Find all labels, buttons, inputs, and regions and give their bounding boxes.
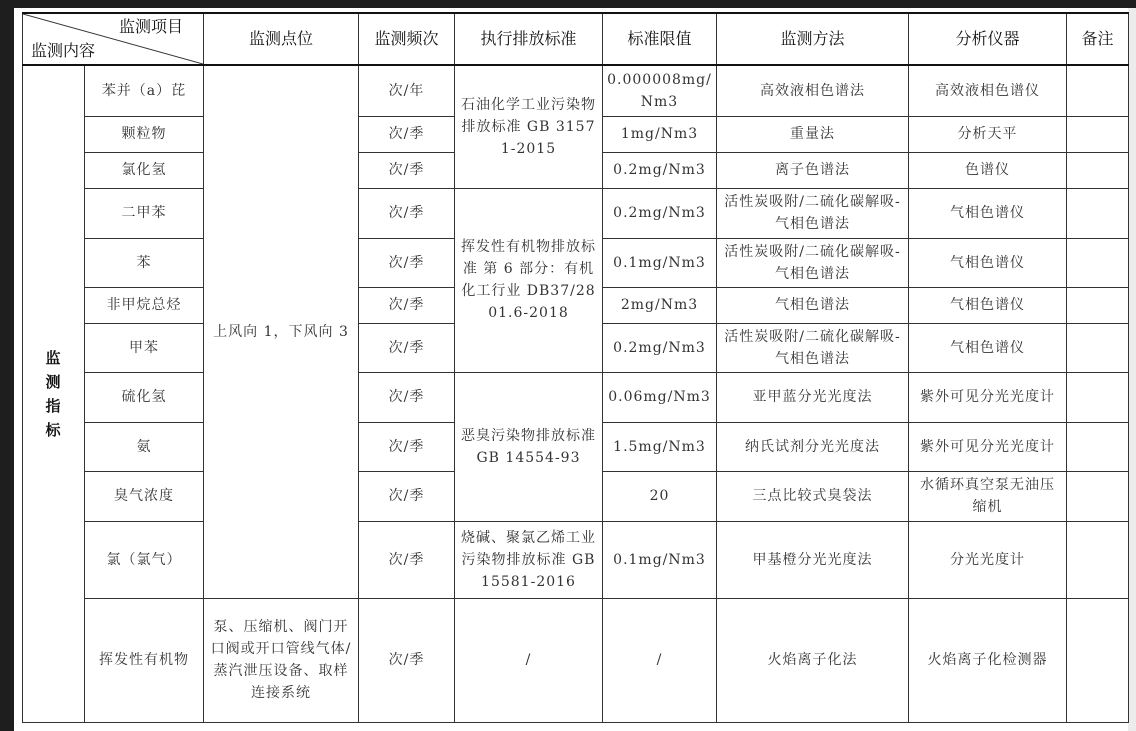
location-cell: 上风向 1，下风向 3 — [204, 65, 359, 598]
category-cell — [23, 65, 85, 722]
corner-bottom-label: 监测内容 — [31, 41, 96, 60]
instrument-cell: 紫外可见分光光度计 — [909, 372, 1067, 422]
table-row — [23, 598, 1129, 722]
col-note: 备注 — [1067, 13, 1129, 65]
frequency-cell: 次/季 — [359, 422, 455, 471]
item-cell: 臭气浓度 — [85, 471, 204, 521]
method-cell: 活性炭吸附/二硫化碳解吸-气相色谱法 — [717, 188, 909, 238]
frequency-cell: 次/季 — [359, 287, 455, 323]
instrument-cell: 高效液相色谱仪 — [909, 65, 1067, 116]
table-row — [23, 188, 1129, 238]
frequency-cell: 次/季 — [359, 471, 455, 521]
frequency-cell: 次/季 — [359, 372, 455, 422]
frequency-cell: 次/季 — [359, 323, 455, 372]
frequency-cell: 次/季 — [359, 521, 455, 598]
instrument-cell: 紫外可见分光光度计 — [909, 422, 1067, 471]
item-cell: 甲苯 — [85, 323, 204, 372]
limit-cell: 0.000008mg/Nm3 — [603, 65, 717, 116]
table-row — [23, 65, 1129, 116]
method-cell: 高效液相色谱法 — [717, 65, 909, 116]
standard-cell: 挥发性有机物排放标准 第 6 部分：有机化工行业 DB37/2801.6-2018 — [455, 188, 603, 372]
item-cell: 氯（氯气） — [85, 521, 204, 598]
method-cell: 甲基橙分光光度法 — [717, 521, 909, 598]
col-location: 监测点位 — [204, 13, 359, 65]
method-cell: 重量法 — [717, 116, 909, 152]
instrument-cell: 火焰离子化检测器 — [909, 598, 1067, 722]
note-cell — [1067, 521, 1129, 598]
category-label: 监测指标 — [45, 348, 62, 439]
col-method: 监测方法 — [717, 13, 909, 65]
method-cell: 火焰离子化法 — [717, 598, 909, 722]
item-cell: 苯并（a）芘 — [85, 65, 204, 116]
note-cell — [1067, 323, 1129, 372]
instrument-cell: 水循环真空泵无油压缩机 — [909, 471, 1067, 521]
item-cell: 颗粒物 — [85, 116, 204, 152]
page-margin — [1128, 8, 1136, 731]
note-cell — [1067, 372, 1129, 422]
instrument-cell: 气相色谱仪 — [909, 323, 1067, 372]
note-cell — [1067, 422, 1129, 471]
note-cell — [1067, 116, 1129, 152]
instrument-cell: 气相色谱仪 — [909, 238, 1067, 287]
item-cell: 氨 — [85, 422, 204, 471]
standard-cell: 石油化学工业污染物排放标准 GB 31571-2015 — [455, 65, 603, 188]
item-cell: 氯化氢 — [85, 152, 204, 188]
note-cell — [1067, 598, 1129, 722]
limit-cell: 0.06mg/Nm3 — [603, 372, 717, 422]
corner-header — [23, 13, 204, 65]
limit-cell: 0.1mg/Nm3 — [603, 238, 717, 287]
col-standard: 执行排放标准 — [455, 13, 603, 65]
standard-cell: 烧碱、聚氯乙烯工业污染物排放标准 GB15581-2016 — [455, 521, 603, 598]
location-cell: 泵、压缩机、阀门开口阀或开口管线气体/蒸汽泄压设备、取样连接系统 — [204, 598, 359, 722]
standard-cell: / — [455, 598, 603, 722]
method-cell: 活性炭吸附/二硫化碳解吸-气相色谱法 — [717, 238, 909, 287]
note-cell — [1067, 152, 1129, 188]
instrument-cell: 气相色谱仪 — [909, 188, 1067, 238]
method-cell: 离子色谱法 — [717, 152, 909, 188]
limit-cell: 1.5mg/Nm3 — [603, 422, 717, 471]
frequency-cell: 次/年 — [359, 65, 455, 116]
limit-cell: 0.2mg/Nm3 — [603, 152, 717, 188]
method-cell: 亚甲蓝分光光度法 — [717, 372, 909, 422]
frequency-cell: 次/季 — [359, 238, 455, 287]
limit-cell: 0.1mg/Nm3 — [603, 521, 717, 598]
item-cell: 硫化氢 — [85, 372, 204, 422]
item-cell: 二甲苯 — [85, 188, 204, 238]
instrument-cell: 分析天平 — [909, 116, 1067, 152]
corner-top-label: 监测项目 — [118, 17, 183, 36]
frequency-cell: 次/季 — [359, 598, 455, 722]
limit-cell: 0.2mg/Nm3 — [603, 188, 717, 238]
note-cell — [1067, 238, 1129, 287]
table-row — [23, 372, 1129, 422]
limit-cell: 1mg/Nm3 — [603, 116, 717, 152]
header-row — [23, 13, 1129, 65]
frequency-cell: 次/季 — [359, 116, 455, 152]
frequency-cell: 次/季 — [359, 188, 455, 238]
note-cell — [1067, 287, 1129, 323]
col-frequency: 监测频次 — [359, 13, 455, 65]
note-cell — [1067, 471, 1129, 521]
instrument-cell: 分光光度计 — [909, 521, 1067, 598]
standard-cell: 恶臭污染物排放标准 GB 14554-93 — [455, 372, 603, 521]
note-cell — [1067, 65, 1129, 116]
instrument-cell: 气相色谱仪 — [909, 287, 1067, 323]
method-cell: 三点比较式臭袋法 — [717, 471, 909, 521]
limit-cell: / — [603, 598, 717, 722]
limit-cell: 2mg/Nm3 — [603, 287, 717, 323]
method-cell: 活性炭吸附/二硫化碳解吸-气相色谱法 — [717, 323, 909, 372]
instrument-cell: 色谱仪 — [909, 152, 1067, 188]
item-cell: 非甲烷总烃 — [85, 287, 204, 323]
limit-cell: 20 — [603, 471, 717, 521]
method-cell: 气相色谱法 — [717, 287, 909, 323]
item-cell: 苯 — [85, 238, 204, 287]
limit-cell: 0.2mg/Nm3 — [603, 323, 717, 372]
note-cell — [1067, 188, 1129, 238]
col-instrument: 分析仪器 — [909, 13, 1067, 65]
frequency-cell: 次/季 — [359, 152, 455, 188]
monitoring-table — [22, 12, 1129, 723]
item-cell: 挥发性有机物 — [85, 598, 204, 722]
method-cell: 纳氏试剂分光光度法 — [717, 422, 909, 471]
table-row — [23, 521, 1129, 598]
col-limit: 标准限值 — [603, 13, 717, 65]
